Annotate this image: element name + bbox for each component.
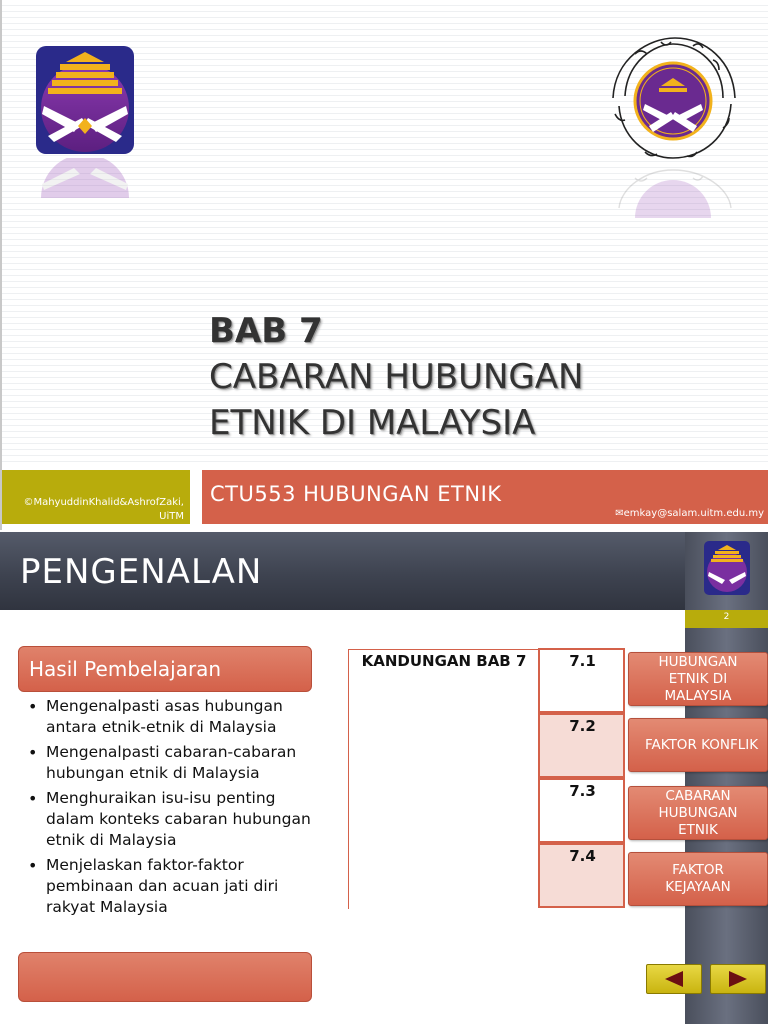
footer-course-bar: [202, 470, 768, 524]
chapter-title-line1: CABARAN HUBUNGAN: [209, 357, 584, 397]
chapter-link-label: CABARAN HUBUNGAN ETNIK: [658, 787, 738, 838]
chapter-number: 7.2: [569, 717, 596, 735]
chapter-number-cell: [538, 778, 625, 843]
contents-label-cell: [348, 649, 538, 909]
outcomes-header-box: [18, 646, 312, 692]
chapter-number: 7.1: [569, 652, 596, 670]
right-panel: [685, 532, 768, 1024]
course-title: CTU553 HUBUNGAN ETNIK: [210, 482, 502, 506]
contents-label: KANDUNGAN BAB 7: [361, 652, 527, 670]
uitm-logo-icon: [34, 44, 136, 156]
chapter-link-7-1[interactable]: [628, 652, 768, 706]
list-item: • Mengenalpasti asas hubungan antara etnik-etnik di Malaysia: [26, 696, 316, 738]
next-button[interactable]: [710, 964, 766, 994]
outcomes-list: [26, 696, 316, 922]
uitm-crest-reflection-icon: [605, 168, 741, 218]
chapter-number: BAB 7: [209, 311, 323, 351]
page-number: 2: [723, 612, 730, 622]
prev-button[interactable]: [646, 964, 702, 994]
outcomes-title: Hasil Pembelajaran: [29, 657, 222, 681]
chapter-link-label: FAKTOR KEJAYAAN: [665, 862, 731, 895]
chapter-link-7-3[interactable]: [628, 786, 768, 840]
page-number-bar: [685, 610, 768, 628]
arrow-left-icon: [663, 970, 685, 988]
title-block: [209, 308, 729, 446]
footer-credit: ©MahyuddinKhalid&AshrofZaki, UiTM: [2, 470, 190, 524]
slide-header: [0, 532, 685, 610]
chapter-number: 7.3: [569, 782, 596, 800]
chapter-link-label: HUBUNGAN ETNIK DI MALAYSIA: [658, 653, 738, 704]
chapter-number-cell: [538, 843, 625, 908]
list-item: • Menjelaskan faktor-faktor pembinaan dan acuan jati diri rakyat Malaysia: [26, 855, 316, 918]
chapter-link-7-4[interactable]: [628, 852, 768, 906]
intro-slide: [0, 532, 768, 1024]
list-item: • Mengenalpasti cabaran-cabaran hubungan etnik di Malaysia: [26, 742, 316, 784]
uitm-logo-reflection-icon: [34, 158, 136, 198]
chapter-number-cell: [538, 713, 625, 778]
slide-title: PENGENALAN: [20, 552, 263, 592]
outcomes-footer-box: [18, 952, 312, 1002]
chapter-number-cell: [538, 648, 625, 713]
chapter-link-label: FAKTOR KONFLIK: [645, 736, 759, 753]
chapter-link-7-2[interactable]: [628, 718, 768, 772]
chapter-title-line2: ETNIK DI MALAYSIA: [209, 403, 536, 443]
chapter-number: 7.4: [569, 847, 596, 865]
list-item: • Menghuraikan isu-isu penting dalam konteks cabaran hubungan etnik di Malaysia: [26, 788, 316, 851]
uitm-logo-small-icon: [703, 540, 751, 596]
arrow-right-icon: [727, 970, 749, 988]
uitm-crest-icon: [605, 36, 741, 166]
email-link[interactable]: ✉emkay@salam.uitm.edu.my: [615, 508, 764, 519]
